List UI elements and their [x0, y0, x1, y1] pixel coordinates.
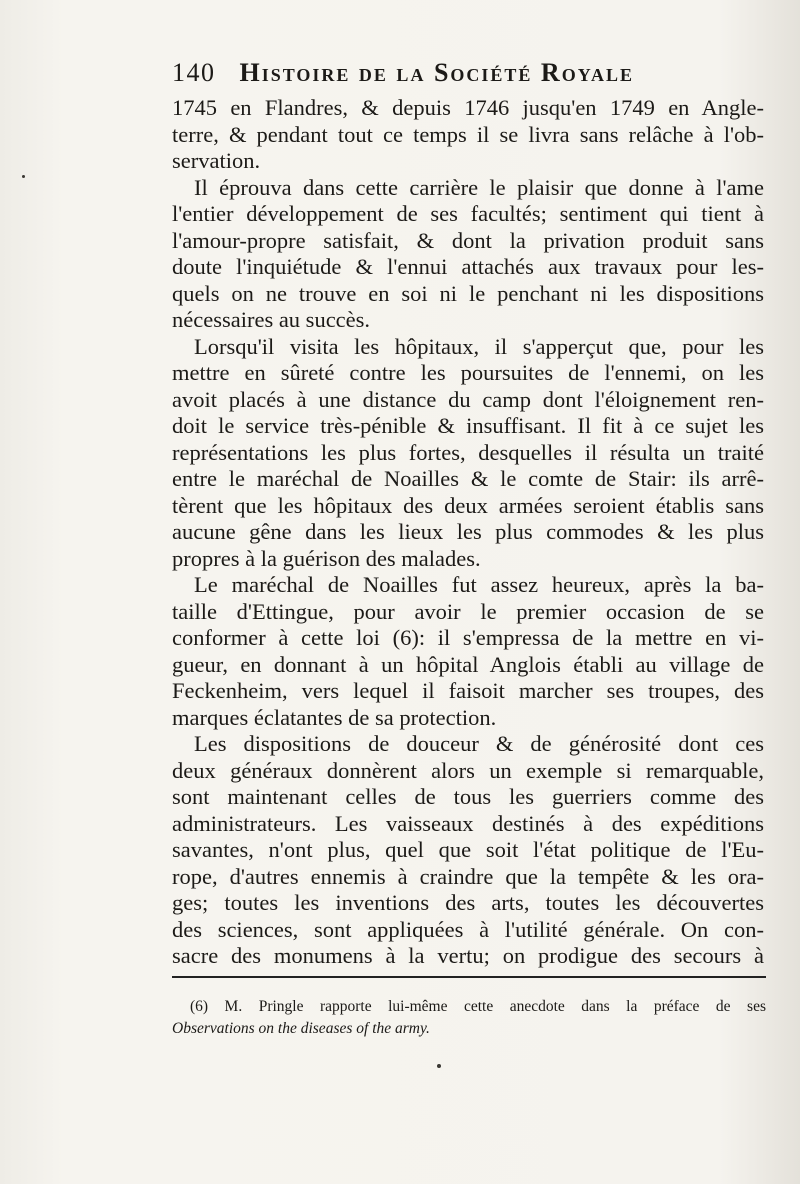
running-title: Histoire de la Société Royale	[239, 58, 635, 87]
running-header	[172, 58, 732, 88]
text-line: propres à la guérison des malades.	[172, 545, 481, 571]
text-line: sacre des monumens à la vertu; on prodigue des secours à	[172, 943, 764, 968]
text-line: aucune gêne dans les lieux les plus commodes & les plus	[172, 519, 764, 544]
text-line: administrateurs. Les vaisseaux destinés à des expéditions	[172, 810, 764, 836]
text-line: deux généraux donnèrent alors un exemple si remarquable,	[172, 757, 764, 783]
ink-speck	[22, 175, 25, 178]
text-line: nécessaires au succès.	[172, 307, 371, 332]
text-line: Le maréchal de Noailles fut assez heureux, après la ba-	[194, 572, 764, 597]
text-line: tèrent que les hôpitaux des deux armées seroient établis sans	[172, 492, 764, 518]
text-line: Il éprouva dans cette carrière le plaisir que donne à l'ame	[194, 174, 764, 200]
text-line: rope, d'autres ennemis à craindre que la tempête & les ora-	[172, 863, 764, 889]
text-line: conformer à cette loi (6): il s'empressa de la mettre en vi-	[172, 625, 764, 650]
text-line: savantes, n'ont plus, quel que soit l'état politique de l'Eu-	[172, 837, 764, 862]
page-number: 140	[172, 58, 216, 87]
footnote-line: Observations on the diseases of the army.	[172, 1020, 430, 1037]
text-line: doit le service très-pénible & insuffisant. Il fit à ce sujet les	[172, 413, 764, 438]
text-line: mettre en sûreté contre les poursuites de l'ennemi, on les	[172, 360, 764, 385]
text-line: servation.	[172, 148, 261, 173]
footnote-line: (6) M. Pringle rapporte lui-même cette anecdote dans la préface de ses	[190, 998, 766, 1015]
text-line: terre, & pendant tout ce temps il se livra sans relâche à l'ob-	[172, 121, 764, 147]
text-line: Lorsqu'il visita les hôpitaux, il s'apperçut que, pour les	[194, 333, 764, 359]
text-line: ges; toutes les inventions des arts, toutes les découvertes	[172, 890, 764, 915]
footnote-rule	[172, 976, 766, 978]
text-line: marques éclatantes de sa protection.	[172, 704, 497, 730]
text-line: avoit placés à une distance du camp dont l'éloignement ren-	[172, 386, 764, 412]
ink-speck	[437, 1064, 441, 1068]
main-text	[172, 95, 764, 970]
text-line: Feckenheim, vers lequel il faisoit marcher ses troupes, des	[172, 678, 764, 703]
text-line: représentations les plus fortes, desquelles il résulta un traité	[172, 439, 764, 465]
text-line: sont maintenant celles de tous les guerriers comme des	[172, 784, 764, 809]
text-line: 1745 en Flandres, & depuis 1746 jusqu'en 1749 en Angle-	[172, 95, 764, 120]
text-line: l'amour-propre satisfait, & dont la privation produit sans	[172, 227, 764, 253]
footnote	[172, 996, 766, 1040]
text-line: doute l'inquiétude & l'ennui attachés aux travaux pour les-	[172, 254, 764, 279]
text-line: gueur, en donnant à un hôpital Anglois établi au village de	[172, 651, 764, 677]
text-line: des sciences, sont appliquées à l'utilité générale. On con-	[172, 916, 764, 942]
text-line: quels on ne trouve en soi ni le penchant ni les dispositions	[172, 280, 764, 306]
text-line: taille d'Ettingue, pour avoir le premier occasion de se	[172, 598, 764, 624]
text-line: entre le maréchal de Noailles & le comte de Stair: ils arrê-	[172, 466, 764, 491]
text-line: Les dispositions de douceur & de générosité dont ces	[194, 731, 764, 756]
text-line: l'entier développement de ses facultés; sentiment qui tient à	[172, 201, 764, 226]
